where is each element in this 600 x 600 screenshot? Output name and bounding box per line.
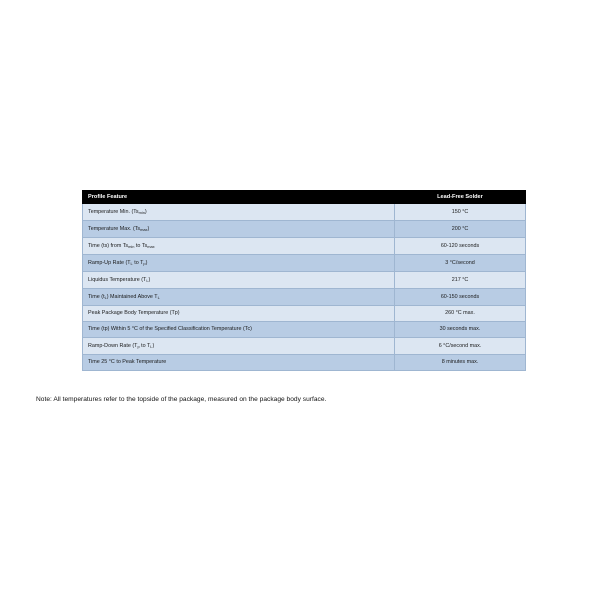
cell-profile-feature: Peak Package Body Temperature (Tp)	[83, 306, 395, 322]
cell-lead-free-solder: 3 °C/second	[395, 255, 526, 272]
cell-lead-free-solder: 6 °C/second max.	[395, 338, 526, 355]
table-row	[83, 306, 526, 322]
table-row	[83, 255, 526, 272]
table-row	[83, 272, 526, 289]
cell-lead-free-solder: 150 °C	[395, 204, 526, 221]
cell-lead-free-solder: 200 °C	[395, 221, 526, 238]
column-header-lead-free-solder: Lead-Free Solder	[395, 191, 526, 204]
cell-lead-free-solder: 60-150 seconds	[395, 289, 526, 306]
table-header-row	[83, 191, 526, 204]
note-text: Note: All temperatures refer to the topside of the package, measured on the package body surface.	[36, 396, 327, 403]
table-row	[83, 238, 526, 255]
reflow-profile-table-wrapper	[82, 190, 518, 371]
cell-profile-feature: Temperature Min. $(Ts_{min})$	[83, 204, 395, 221]
table-row	[83, 355, 526, 371]
table-header	[83, 191, 526, 204]
cell-profile-feature: Ramp-Up Rate ($T_L$ to $T_p$)	[83, 255, 395, 272]
table-row	[83, 289, 526, 306]
cell-profile-feature: Time $(t_L)$ Maintained Above $T_L$	[83, 289, 395, 306]
cell-profile-feature: Time (ts) from $Ts_{min}$ to $Ts_{max}$	[83, 238, 395, 255]
table-body	[83, 204, 526, 371]
table-row	[83, 338, 526, 355]
cell-profile-feature: Time (tp) Within 5 °C of the Specified Classification Temperature (Tc)	[83, 322, 395, 338]
cell-lead-free-solder: 8 minutes max.	[395, 355, 526, 371]
cell-profile-feature: Ramp-Down Rate ($T_p$ to $T_L$)	[83, 338, 395, 355]
cell-profile-feature: Liquidus Temperature $(T_L)$	[83, 272, 395, 289]
cell-lead-free-solder: 30 seconds max.	[395, 322, 526, 338]
table-row	[83, 204, 526, 221]
column-header-profile-feature: Profile Feature	[83, 191, 395, 204]
cell-profile-feature: Temperature Max. $(Ts_{max})$	[83, 221, 395, 238]
cell-lead-free-solder: 217 °C	[395, 272, 526, 289]
cell-profile-feature: Time 25 °C to Peak Temperature	[83, 355, 395, 371]
table-row	[83, 322, 526, 338]
cell-lead-free-solder: 60-120 seconds	[395, 238, 526, 255]
table-row	[83, 221, 526, 238]
reflow-profile-table	[82, 190, 526, 371]
cell-lead-free-solder: 260 °C max.	[395, 306, 526, 322]
